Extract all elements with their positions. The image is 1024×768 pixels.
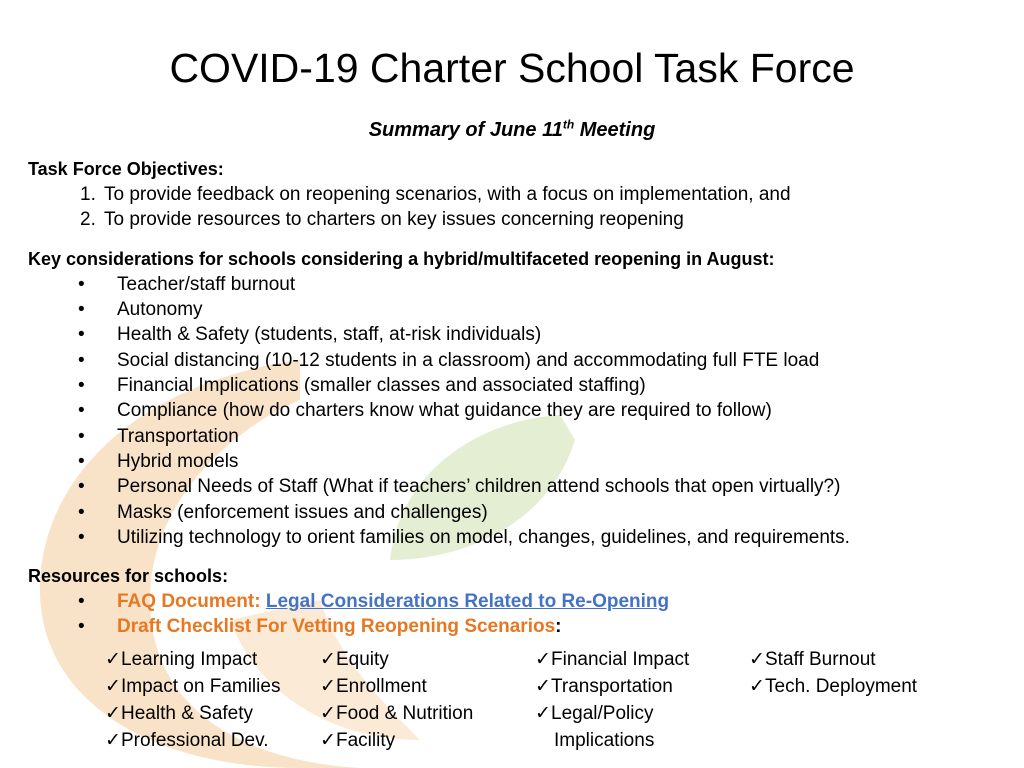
checkmark-icon: ✓ bbox=[535, 676, 551, 697]
consideration-text: Compliance (how do charters know what guidance they are required to follow) bbox=[117, 400, 772, 421]
resource-checklist bbox=[117, 614, 561, 639]
checklist-item bbox=[749, 674, 917, 699]
bullet-icon: • bbox=[78, 426, 85, 447]
checkmark-icon: ✓ bbox=[105, 676, 121, 697]
checklist-item bbox=[105, 647, 257, 672]
bullet-icon: • bbox=[78, 299, 85, 320]
checklist-item-label: Staff Burnout bbox=[765, 649, 876, 670]
subtitle-prefix: Summary of June 11 bbox=[368, 119, 563, 141]
bullet-icon: • bbox=[78, 350, 85, 371]
checkmark-icon: ✓ bbox=[535, 703, 551, 724]
checklist-item-label: Health & Safety bbox=[121, 703, 254, 724]
checklist-item-label: Enrollment bbox=[336, 676, 427, 697]
bullet-icon: • bbox=[78, 400, 85, 421]
checklist-colon: : bbox=[555, 616, 562, 637]
checklist-item-label: Tech. Deployment bbox=[765, 676, 918, 697]
checklist-item bbox=[535, 647, 689, 672]
consideration-text: Utilizing technology to orient families on model, changes, guidelines, and requirements. bbox=[117, 527, 850, 548]
checkmark-icon: ✓ bbox=[749, 676, 765, 697]
objective-text: To provide resources to charters on key issues concerning reopening bbox=[104, 209, 684, 230]
consideration-text: Transportation bbox=[117, 426, 239, 447]
checklist-item-label: Facility bbox=[336, 730, 396, 751]
checklist-item-label: Legal/Policy bbox=[551, 703, 654, 724]
consideration-text: Personal Needs of Staff (What if teachers’ children attend schools that open virtually?) bbox=[117, 476, 841, 497]
checklist-item-label: Food & Nutrition bbox=[336, 703, 474, 724]
bullet-icon: • bbox=[78, 476, 85, 497]
consideration-text: Masks (enforcement issues and challenges) bbox=[117, 502, 488, 523]
checkmark-icon: ✓ bbox=[320, 649, 336, 670]
bullet-icon: • bbox=[78, 451, 85, 472]
checkmark-icon: ✓ bbox=[320, 703, 336, 724]
checklist-item bbox=[749, 647, 876, 672]
checkmark-icon: ✓ bbox=[105, 703, 121, 724]
checklist-item-continuation bbox=[554, 728, 654, 753]
consideration-text: Hybrid models bbox=[117, 451, 239, 472]
bullet-icon: • bbox=[78, 502, 85, 523]
bullet-icon: • bbox=[78, 324, 85, 345]
checklist-item bbox=[320, 674, 427, 699]
checkmark-icon: ✓ bbox=[535, 649, 551, 670]
consideration-text: Financial Implications (smaller classes and associated staffing) bbox=[117, 375, 646, 396]
resources-heading: Resources for schools: bbox=[28, 566, 229, 586]
checklist-item bbox=[105, 728, 269, 753]
consideration-text: Autonomy bbox=[117, 299, 203, 320]
bullet-icon: • bbox=[78, 274, 85, 295]
checklist-label: Draft Checklist For Vetting Reopening Scenarios bbox=[117, 616, 556, 637]
page-title: COVID-19 Charter School Task Force bbox=[169, 45, 855, 91]
bullet-icon: • bbox=[78, 616, 85, 637]
checkmark-icon: ✓ bbox=[320, 676, 336, 697]
checklist-item-label: Professional Dev. bbox=[121, 730, 269, 751]
objective-number: 1. bbox=[80, 184, 96, 205]
checklist-item bbox=[320, 647, 389, 672]
bullet-icon: • bbox=[78, 375, 85, 396]
checkmark-icon: ✓ bbox=[105, 649, 121, 670]
checklist-item-label: Equity bbox=[336, 649, 389, 670]
bullet-icon: • bbox=[78, 591, 85, 612]
checklist-item bbox=[320, 701, 473, 726]
consideration-text: Social distancing (10-12 students in a classroom) and accommodating full FTE load bbox=[117, 350, 820, 371]
resource-faq bbox=[117, 589, 669, 614]
checkmark-icon: ✓ bbox=[320, 730, 336, 751]
legal-considerations-link[interactable]: Legal Considerations Related to Re-Opening bbox=[265, 591, 670, 612]
checklist-item bbox=[535, 701, 653, 726]
checklist-item bbox=[535, 674, 673, 699]
checklist-item-label: Implications bbox=[554, 730, 655, 751]
considerations-heading: Key considerations for schools considering a hybrid/multifaceted reopening in August: bbox=[28, 249, 775, 269]
checkmark-icon: ✓ bbox=[105, 730, 121, 751]
checklist-item-label: Learning Impact bbox=[121, 649, 258, 670]
objective-text: To provide feedback on reopening scenarios, with a focus on implementation, and bbox=[104, 184, 791, 205]
checklist-item bbox=[320, 728, 395, 753]
checkmark-icon: ✓ bbox=[749, 649, 765, 670]
checklist-item bbox=[105, 701, 253, 726]
page-subtitle bbox=[0, 116, 1024, 144]
bullet-icon: • bbox=[78, 527, 85, 548]
subtitle-suffix: Meeting bbox=[574, 119, 656, 141]
checklist-item-label: Financial Impact bbox=[551, 649, 690, 670]
objective-number: 2. bbox=[80, 209, 96, 230]
consideration-text: Health & Safety (students, staff, at-risk individuals) bbox=[117, 324, 542, 345]
faq-label: FAQ Document: bbox=[117, 591, 261, 612]
subtitle-superscript: th bbox=[562, 117, 575, 132]
checklist-item-label: Impact on Families bbox=[121, 676, 281, 697]
objectives-heading: Task Force Objectives: bbox=[28, 159, 224, 179]
checklist-item bbox=[105, 674, 280, 699]
checklist-item-label: Transportation bbox=[551, 676, 673, 697]
consideration-text: Teacher/staff burnout bbox=[117, 274, 296, 295]
